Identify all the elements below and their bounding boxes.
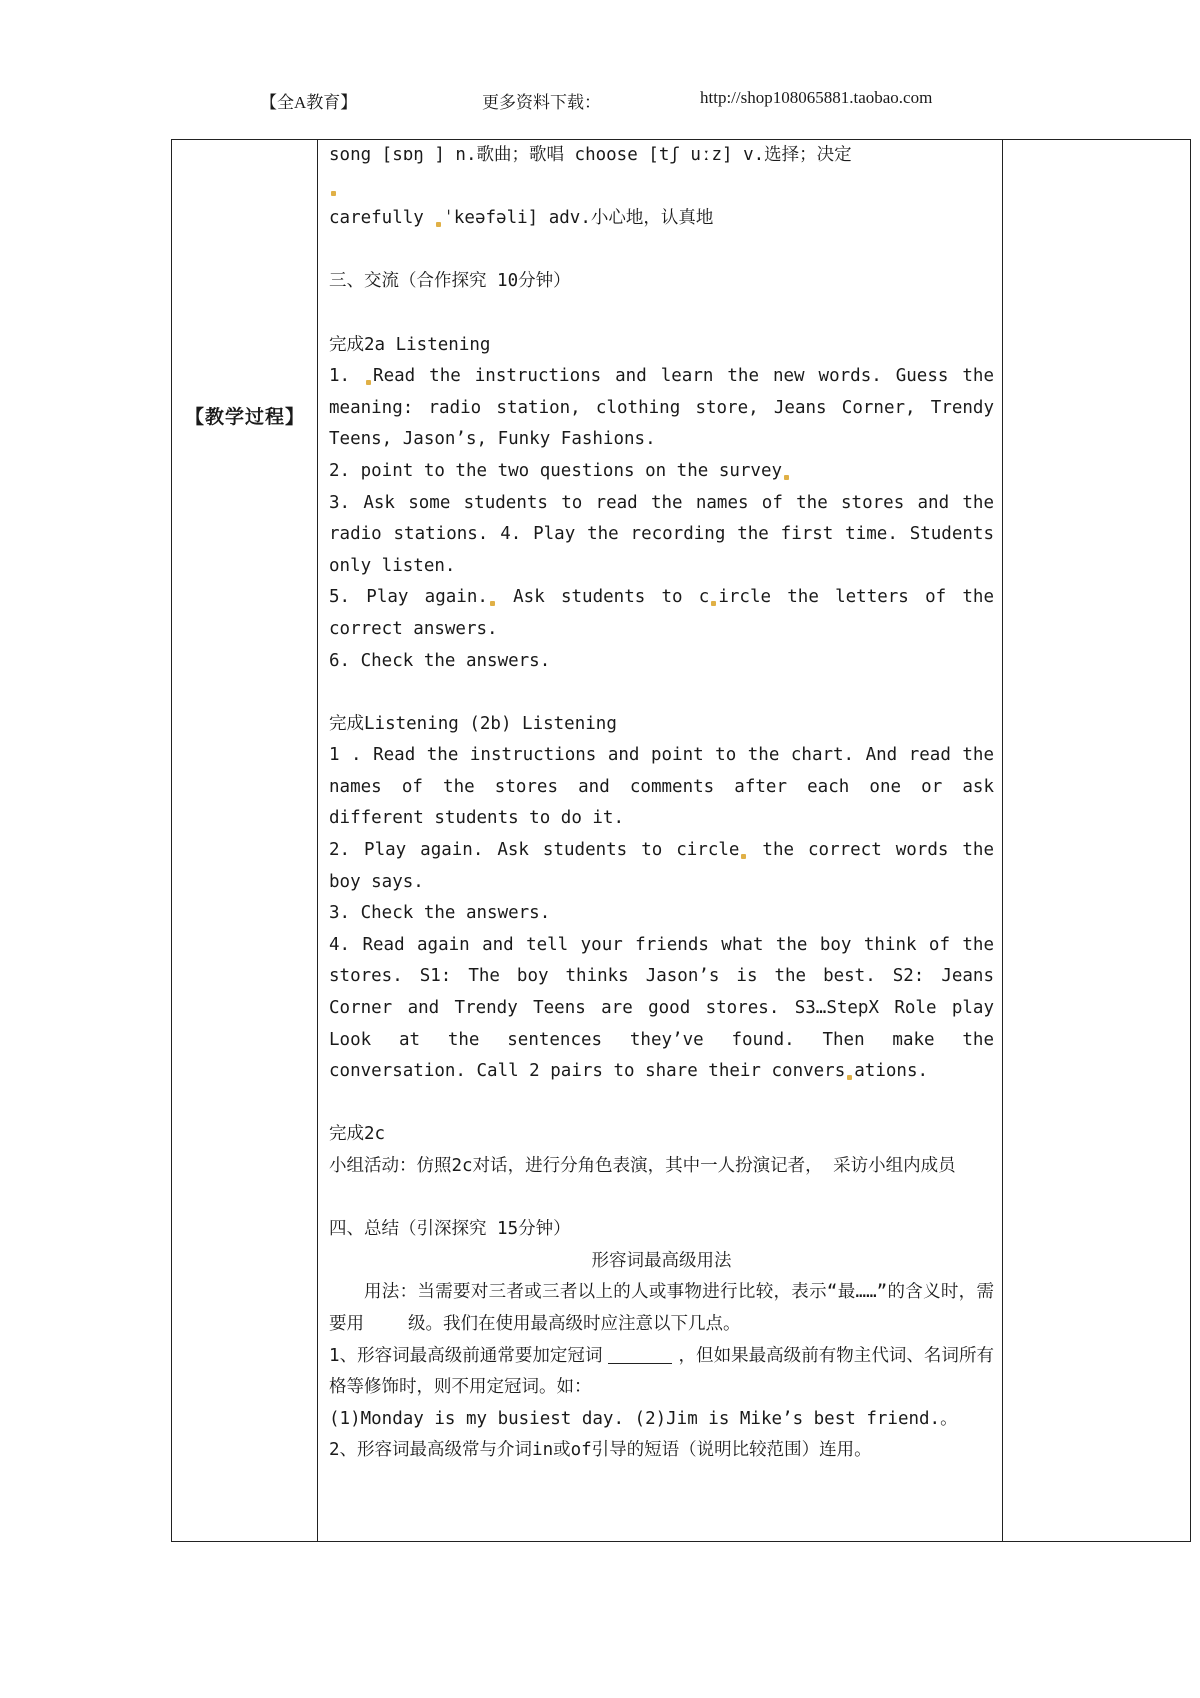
usage-text: 级。我们在使用最高级时应注意以下几点。	[408, 1313, 741, 1334]
section-4-title: 四、总结（引深探究 15分钟）	[329, 1219, 571, 1240]
lesson-table	[171, 139, 1191, 1542]
grammar-rule-2: 2、形容词最高级常与介词in或of引导的短语（说明比较范围）连用。	[329, 1440, 872, 1461]
task-2b-step-3: 3. Check the answers.	[329, 903, 551, 924]
step-text: ations.	[854, 1061, 929, 1082]
fill-in-blank[interactable]	[608, 1345, 672, 1364]
vocab-mark-row	[329, 172, 994, 204]
task-2a-step-1	[329, 361, 994, 456]
step-text: Read the instructions and learn the new words. Guess the meaning: radio station, clothing store, Jeans Corner, Trendy Teens, Jason’s, Funky Fashions.	[329, 366, 994, 450]
grammar-rule-1	[329, 1341, 994, 1404]
header-brand: 【全A教育】	[260, 93, 358, 112]
content-column	[329, 140, 994, 1467]
grammar-title: 形容词最高级用法	[591, 1250, 732, 1271]
header-url-link[interactable]: http://shop108065881.taobao.com	[700, 88, 933, 107]
step-text: the correct words the boy says.	[329, 840, 994, 892]
step-text: 4. Read again and tell your friends what the boy think of the stores. S1: The boy thinks Jason’s is the best. S2: Jeans Corner and Trendy Teens are good stores. S3…StepX Role play Look at the sentences they’ve found. Then make the conversation. Call 2 pairs to share their convers	[329, 934, 994, 1082]
vocab-word: carefully	[329, 208, 435, 229]
vocab-line-2	[329, 203, 994, 235]
step-text: 2. Play again. Ask students to circle	[329, 840, 740, 861]
step-text: 2. point to the two questions on the survey	[329, 460, 783, 481]
task-2c-activity: 小组活动：仿照2c对话，进行分角色表演，其中一人扮演记者， 采访小组内成员	[329, 1156, 956, 1176]
grammar-usage	[329, 1277, 994, 1340]
section-3-title: 三、交流（合作探究 10分钟）	[329, 271, 571, 292]
task-2b-step-1: 1 . Read the instructions and point to the chart. And read the names of the stores and comments after each one or ask different students to do it.	[329, 745, 994, 829]
annotation-mark-icon	[784, 475, 789, 480]
header-download-label: 更多资料下载：	[482, 93, 601, 112]
task-2a-step-2	[329, 456, 994, 488]
annotation-mark-icon	[711, 601, 716, 606]
rule-text: ，但如果最高级前有物主代词、名词所有格等修饰时，则不用定冠词。如：	[329, 1345, 994, 1398]
task-2a-step-3: 3. Ask some students to read the names of the stores and the radio stations. 4. Play the recording the first time. Students only listen.	[329, 492, 994, 576]
rule-text: 1、形容词最高级前通常要加定冠词	[329, 1345, 603, 1366]
notes-column	[1002, 140, 1190, 1541]
task-2b-title: 完成Listening (2b) Listening	[329, 713, 617, 734]
page-header	[0, 88, 1200, 114]
annotation-mark-icon	[366, 380, 371, 385]
task-2b-step-4	[329, 930, 994, 1088]
step-number: 1.	[329, 366, 365, 387]
step-text: ircle the letters of the correct answers.	[329, 587, 994, 639]
annotation-mark-icon	[436, 222, 441, 227]
annotation-mark-icon	[741, 854, 746, 859]
annotation-mark-icon	[490, 601, 495, 606]
annotation-mark-icon	[331, 191, 336, 196]
task-2c-title: 完成2c	[329, 1124, 386, 1145]
task-2a-title: 完成2a Listening	[329, 334, 491, 355]
task-2b-step-2	[329, 835, 994, 898]
label-column	[172, 140, 318, 1541]
annotation-mark-icon	[847, 1075, 852, 1080]
step-text: Ask students to c	[496, 587, 710, 608]
vocab-line-1: song [sɒŋ ] n.歌曲；歌唱 choose [tʃ uːz] v.选择；决定	[329, 145, 852, 165]
vocab-definition: ˈkeəfəli] adv.小心地，认真地	[443, 208, 714, 229]
section-label: 【教学过程】	[184, 406, 305, 428]
task-2a-step-5	[329, 582, 994, 645]
grammar-example-1: (1)Monday is my busiest day. (2)Jim is Mike’s best friend.。	[329, 1408, 958, 1429]
usage-text: 用法：当需要对三者或三者以上的人或事物进行比较，表示“最……”的含义时，需要用	[329, 1282, 994, 1334]
step-text: 5. Play again.	[329, 587, 488, 608]
task-2a-step-6: 6. Check the answers.	[329, 650, 551, 671]
